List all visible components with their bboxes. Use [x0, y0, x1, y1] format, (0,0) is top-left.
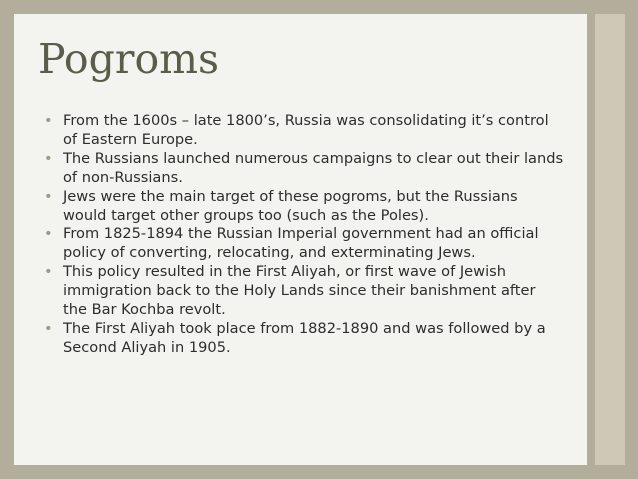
bullet-dot-icon: •	[44, 319, 53, 337]
bullet-item	[44, 112, 564, 150]
slide-title: Pogroms	[38, 35, 220, 83]
bullet-text: The Russians launched numerous campaigns to clear out their lands of non-Russians.	[63, 149, 564, 186]
bullet-text: This policy resulted in the First Aliyah, or first wave of Jewish immigration back to the Holy Lands since their banishment after the Bar Kochba revolt.	[63, 263, 536, 319]
bullet-item	[44, 188, 564, 226]
bullet-text: Jews were the main target of these pogroms, but the Russians would target other groups too (such as the Poles).	[63, 187, 518, 224]
bullet-text: From the 1600s – late 1800’s, Russia was consolidating it’s control of Eastern Europe.	[63, 112, 549, 148]
bullet-list	[44, 112, 564, 358]
bullet-dot-icon: •	[44, 225, 53, 243]
accent-bar	[595, 14, 625, 465]
bullet-text: The First Aliyah took place from 1882-1890 and was followed by a Second Aliyah in 1905.	[63, 319, 546, 356]
bullet-dot-icon: •	[44, 149, 53, 167]
bullet-dot-icon: •	[44, 112, 53, 129]
bullet-item	[44, 320, 564, 358]
bullet-item	[44, 263, 564, 320]
bullet-text: From 1825-1894 the Russian Imperial government had an official policy of converting, relocating, and exterminating Jews.	[63, 225, 539, 262]
bullet-item	[44, 150, 564, 188]
bullet-dot-icon: •	[44, 263, 53, 281]
bullet-dot-icon: •	[44, 187, 53, 205]
bullet-item	[44, 225, 564, 263]
